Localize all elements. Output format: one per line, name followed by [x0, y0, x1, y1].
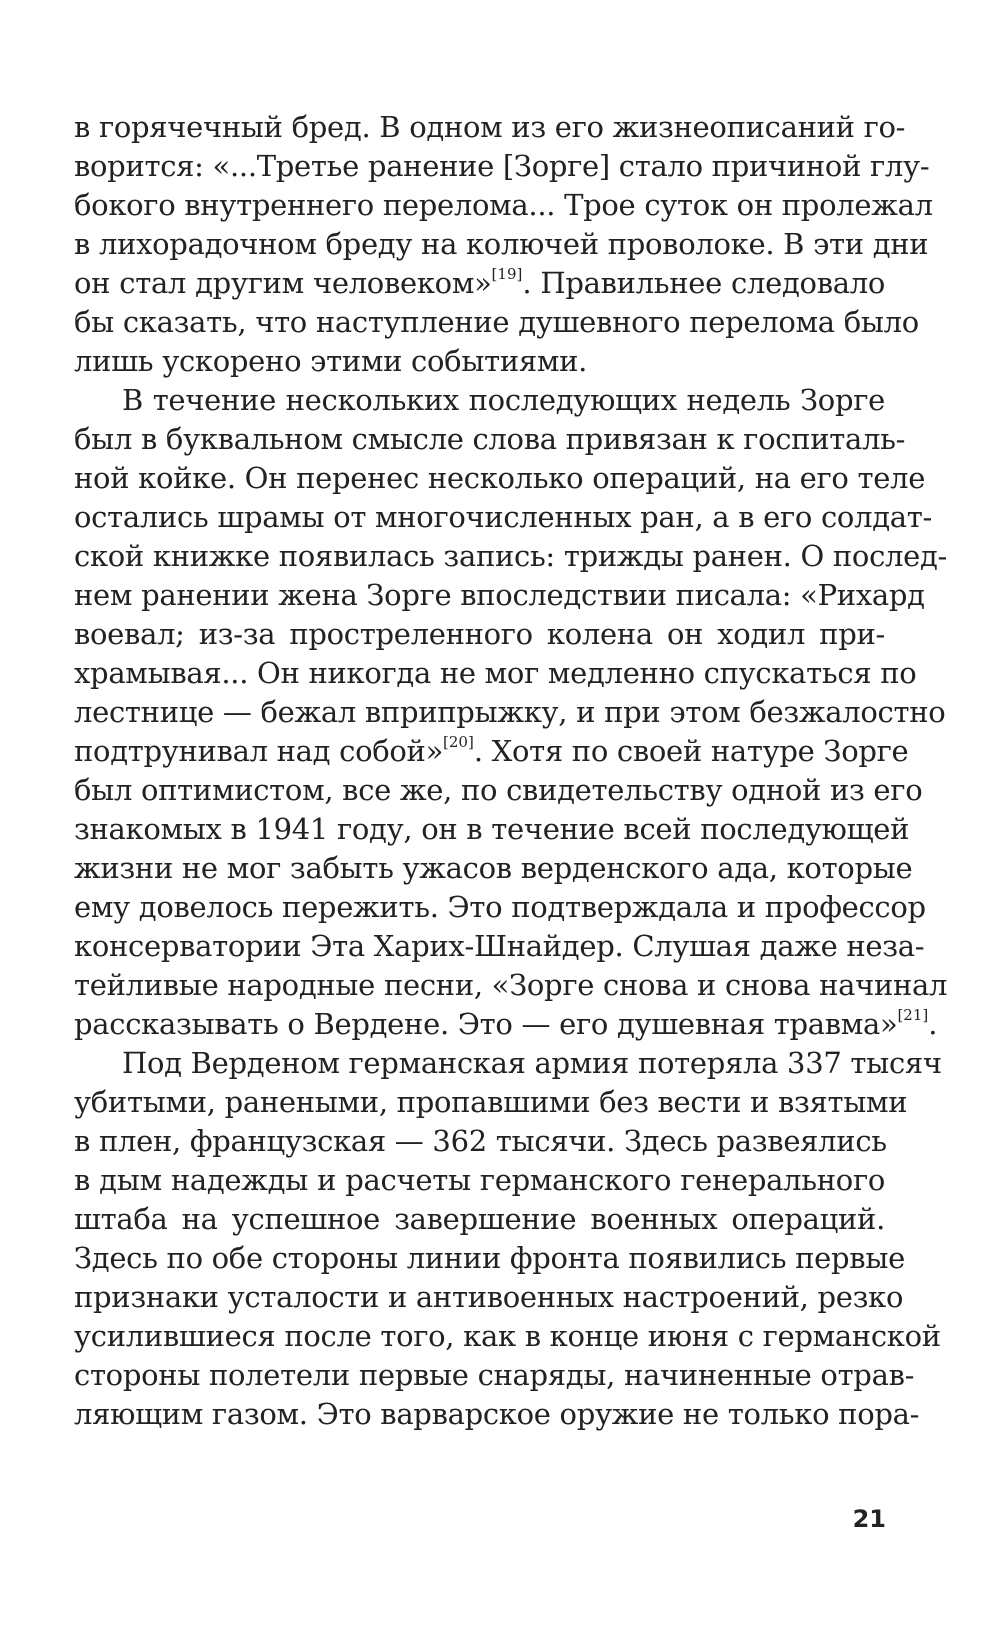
text-line: остались шрамы от многочисленных ран, а в его солдат-	[74, 500, 932, 534]
footnote-ref: [21]	[897, 1006, 929, 1024]
text-line: был в буквальном смысле слова привязан к госпиталь-	[74, 422, 906, 456]
page-number: 21	[852, 1505, 886, 1533]
footnote-ref: [20]	[443, 733, 474, 751]
text-line: тейливые народные песни, «Зорге снова и снова начинал	[74, 968, 948, 1002]
text-line: знакомых в 1941 году, он в течение всей последующей	[74, 812, 910, 846]
text-line: В течение нескольких последующих недель Зорге	[122, 383, 885, 417]
text-line: ляющим газом. Это варварское оружие не только пора-	[74, 1397, 920, 1431]
text-line: консерватории Эта Харих-Шнайдер. Слушая даже неза-	[74, 929, 925, 963]
text-line: в лихорадочном бреду на колючей проволоке. В эти дни	[74, 227, 929, 261]
text-line: в дым надежды и расчеты германского генерального	[74, 1163, 885, 1197]
text-line: в плен, французская — 362 тысячи. Здесь развеялись	[74, 1124, 887, 1158]
text-line: ной койке. Он перенес несколько операций, на его теле	[74, 461, 926, 495]
text-line: бы сказать, что наступление душевного перелома было	[74, 305, 919, 339]
text-line: храмывая... Он никогда не мог медленно спускаться по	[74, 656, 917, 690]
text-line: усилившиеся после того, как в конце июня с германской	[74, 1319, 941, 1353]
text-line: ской книжке появилась запись: трижды ранен. О послед-	[74, 539, 948, 573]
text-line: ворится: «...Третье ранение [Зорге] стало причиной глу-	[74, 149, 930, 183]
text-line: стороны полетели первые снаряды, начиненные отрав-	[74, 1358, 915, 1392]
text-line: был оптимистом, все же, по свидетельству одной из его	[74, 773, 923, 807]
text-line: Под Верденом германская армия потеряла 337 тысяч	[122, 1046, 942, 1080]
text-line: подтрунивал над собой»[20]. Хотя по своей натуре Зорге	[74, 733, 909, 768]
text-line: нем ранении жена Зорге впоследствии писала: «Рихард	[74, 578, 925, 612]
footnote-ref: [19]	[491, 265, 523, 283]
text-line: штаба на успешное завершение военных операций.	[74, 1202, 885, 1236]
page-body	[74, 108, 948, 1434]
text-line: жизни не мог забыть ужасов верденского ада, которые	[74, 851, 913, 885]
text-line: в горячечный бред. В одном из его жизнеописаний го-	[74, 110, 906, 144]
text-line: лишь ускорено этими событиями.	[74, 344, 588, 378]
text-line: рассказывать о Вердене. Это — его душевная травма»[21].	[74, 1006, 938, 1041]
text-line: ему довелось пережить. Это подтверждала и профессор	[74, 890, 926, 924]
text-line: Здесь по обе стороны линии фронта появились первые	[74, 1241, 905, 1275]
text-line: бокого внутреннего перелома... Трое суток он пролежал	[74, 188, 933, 222]
text-line: воевал; из-за простреленного колена он ходил при-	[74, 617, 885, 651]
text-line: убитыми, ранеными, пропавшими без вести и взятыми	[74, 1085, 908, 1119]
text-line: признаки усталости и антивоенных настроений, резко	[74, 1280, 904, 1314]
text-line: он стал другим человеком»[19]. Правильнее следовало	[74, 265, 886, 300]
text-line: лестнице — бежал вприпрыжку, и при этом безжалостно	[74, 695, 946, 729]
